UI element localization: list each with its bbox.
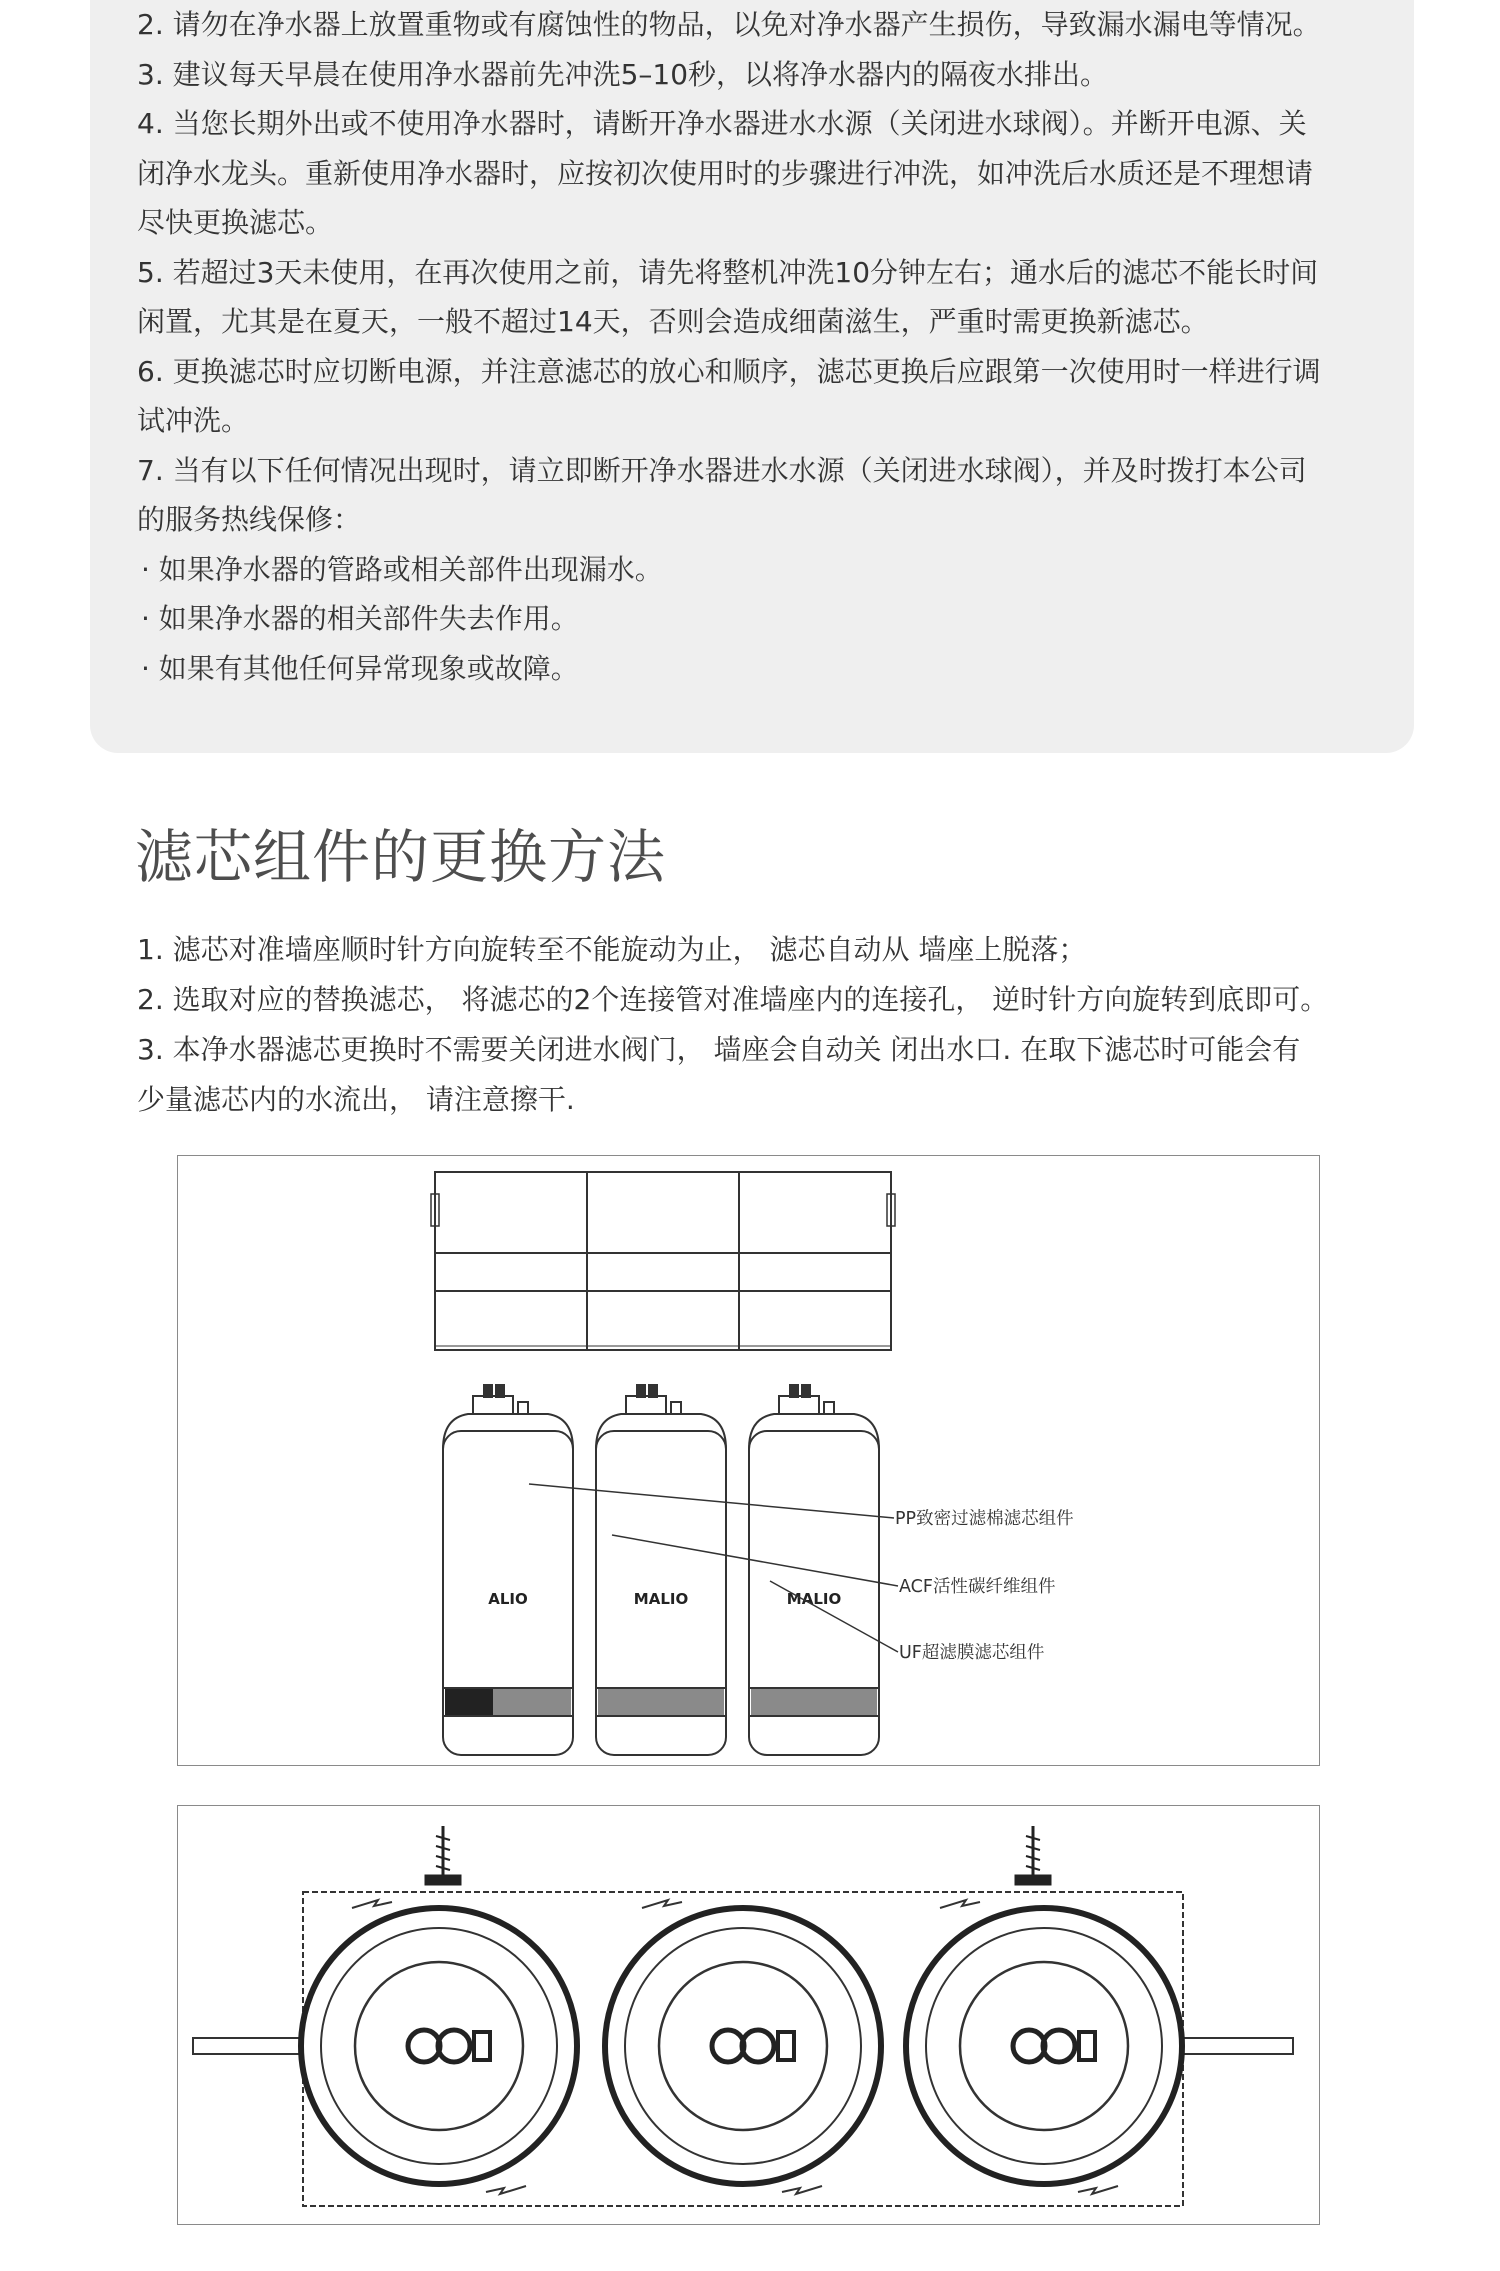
rotate-arrow-icon — [1078, 2186, 1118, 2194]
note-line: 闲置，尤其是在夏天，一般不超过14天，否则会造成细菌滋生，严重时需更换新滤芯。 — [137, 305, 1209, 338]
step-line: 2. 选取对应的替换滤芯， 将滤芯的2个连接管对准墙座内的连接孔， 逆时针方向旋转到底即可。 — [137, 983, 1329, 1016]
socket-3 — [906, 1908, 1182, 2184]
leader-line — [612, 1535, 898, 1586]
rotate-arrow-icon — [782, 2186, 822, 2194]
screw-icon — [1016, 1826, 1050, 1884]
cartridge-brand-label: ALIO — [488, 1590, 528, 1608]
note-line: 闭净水龙头。重新使用净水器时，应按初次使用时的步骤进行冲洗，如冲洗后水质还是不理想请 — [137, 156, 1314, 190]
note-line: 5. 若超过3天未使用，在再次使用之前，请先将整机冲洗10分钟左右；通水后的滤芯不能长时间 — [137, 255, 1319, 289]
cartridge-brand-label: MALIO — [786, 1590, 842, 1608]
step-line: 1. 滤芯对准墙座顺时针方向旋转至不能旋动为止， 滤芯自动从 墙座上脱落； — [137, 933, 1087, 966]
replacement-steps — [137, 925, 1377, 1125]
usage-notes — [137, 0, 1367, 693]
rotate-arrow-icon — [352, 1900, 392, 1908]
filter-assembly-figure — [177, 1155, 1320, 1766]
filter-assembly-drawing — [178, 1156, 1319, 1765]
texture-band — [445, 1689, 493, 1715]
cartridge-brand-label: MALIO — [633, 1590, 689, 1608]
note-line: 2. 请勿在净水器上放置重物或有腐蚀性的物品，以免对净水器产生损伤，导致漏水漏电等情况。 — [137, 8, 1321, 41]
rotate-arrow-icon — [486, 2186, 526, 2194]
section-title: 滤芯组件的更换方法 — [135, 823, 667, 891]
note-line: 试冲洗。 — [137, 404, 250, 437]
bullet-item: · 如果净水器的相关部件失去作用。 — [141, 602, 579, 635]
wall-base-top-view-figure — [177, 1805, 1320, 2225]
socket-2 — [605, 1908, 881, 2184]
callout-acf: ACF活性碳纤维组件 — [899, 1577, 1056, 1597]
screw-icon — [426, 1826, 460, 1884]
step-line: 3. 本净水器滤芯更换时不需要关闭进水阀门， 墙座会自动关 闭出水口. 在取下滤芯时可能会有 — [137, 1033, 1301, 1066]
rotate-arrow-icon — [642, 1900, 682, 1908]
callout-pp: PP致密过滤棉滤芯组件 — [895, 1509, 1074, 1529]
note-line: 的服务热线保修： — [137, 503, 362, 536]
texture-band — [598, 1689, 724, 1715]
leader-line — [529, 1484, 894, 1518]
note-line: 尽快更换滤芯。 — [137, 206, 334, 239]
inlet-pipe — [193, 2038, 303, 2054]
note-line: 6. 更换滤芯时应切断电源，并注意滤芯的放心和顺序，滤芯更换后应跟第一次使用时一样进行调 — [137, 354, 1321, 388]
outlet-pipe — [1183, 2038, 1293, 2054]
wall-base-top-view-drawing — [178, 1806, 1319, 2224]
bullet-item: · 如果有其他任何异常现象或故障。 — [141, 651, 579, 685]
texture-band — [493, 1689, 571, 1715]
rotate-arrow-icon — [940, 1900, 980, 1908]
note-line: 3. 建议每天早晨在使用净水器前先冲洗5–10秒，以将净水器内的隔夜水排出。 — [137, 57, 1109, 91]
wall-base — [431, 1172, 895, 1350]
note-line: 7. 当有以下任何情况出现时，请立即断开净水器进水水源（关闭进水球阀），并及时拨打本公司 — [137, 453, 1307, 487]
texture-band — [751, 1689, 877, 1715]
callout-uf: UF超滤膜滤芯组件 — [899, 1643, 1045, 1663]
bullet-item: · 如果净水器的管路或相关部件出现漏水。 — [141, 552, 663, 586]
note-line: 4. 当您长期外出或不使用净水器时，请断开净水器进水水源（关闭进水球阀）。并断开电源、关 — [137, 107, 1307, 140]
step-line: 少量滤芯内的水流出， 请注意擦干. — [137, 1083, 575, 1116]
socket-1 — [301, 1908, 577, 2184]
